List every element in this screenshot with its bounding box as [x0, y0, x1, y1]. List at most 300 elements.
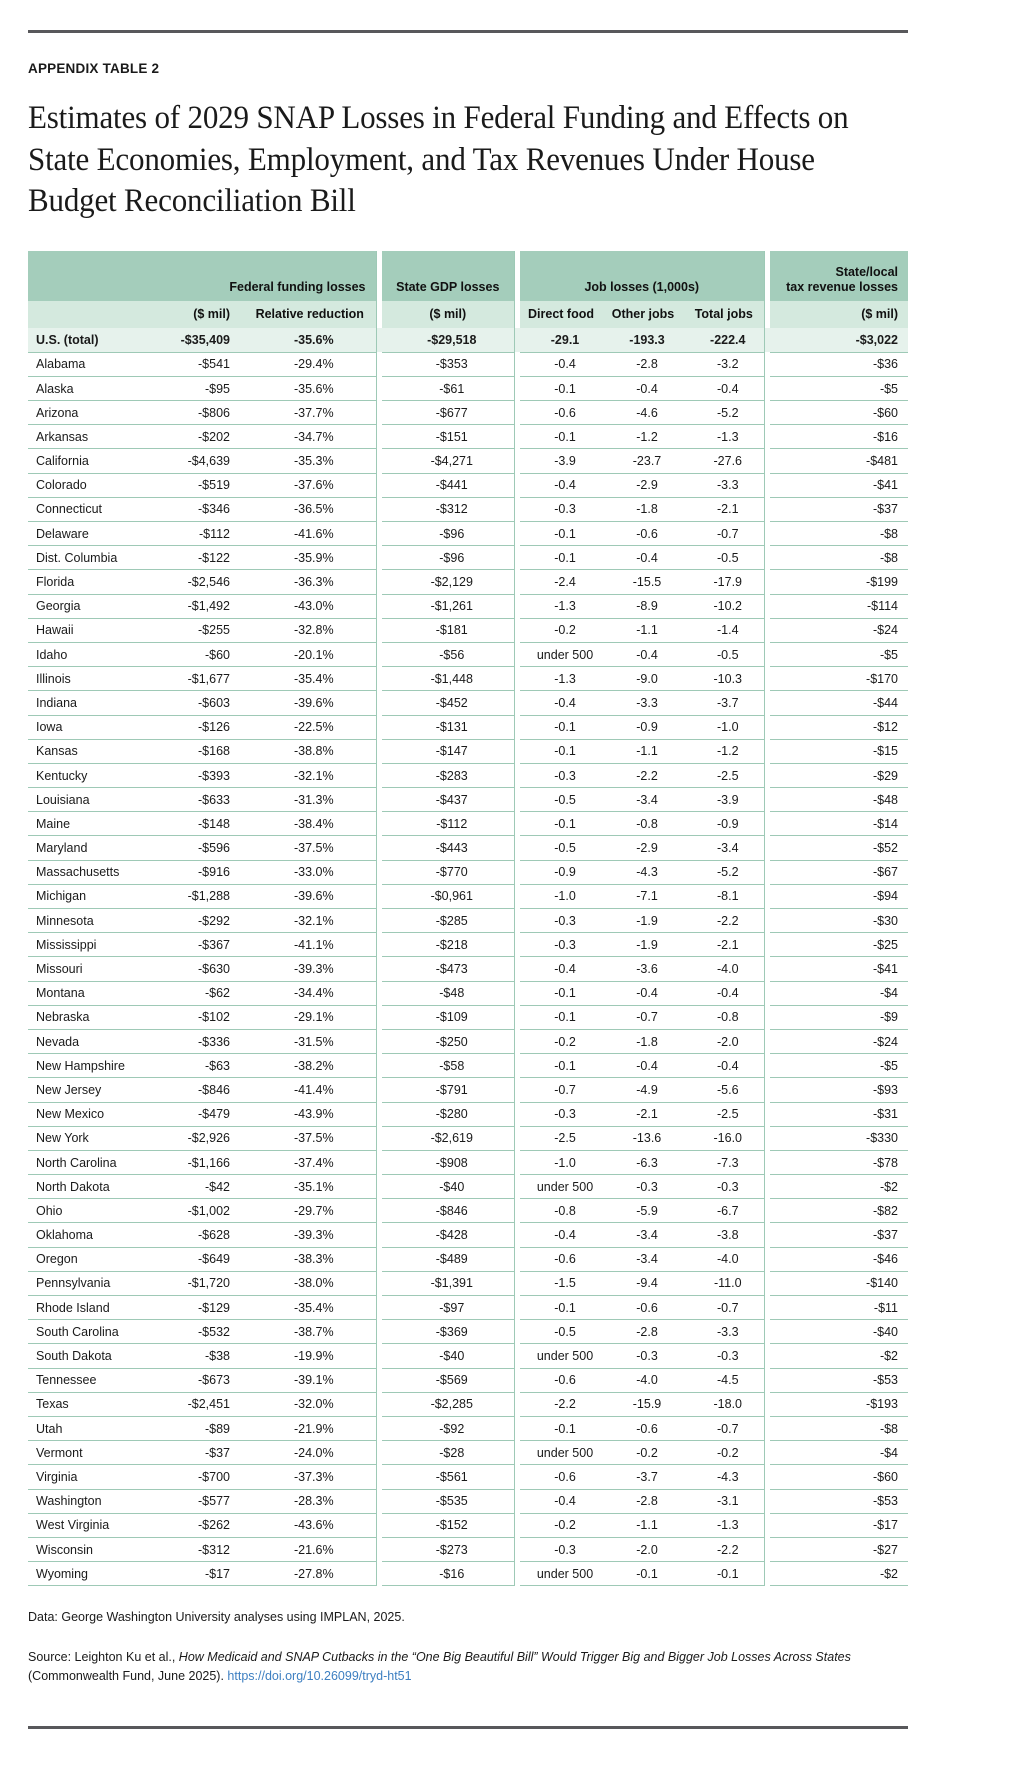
cell-federal-relative: -35.9% [244, 546, 376, 570]
cell-federal-dollars: -$806 [152, 401, 244, 425]
cell-gdp-dollars: -$569 [382, 1368, 514, 1392]
cell-total-jobs: -3.2 [684, 352, 764, 376]
cell-gdp-dollars: -$2,129 [382, 570, 514, 594]
cell-federal-relative: -37.4% [244, 1150, 376, 1174]
cell-total-jobs: -0.4 [684, 1054, 764, 1078]
cell-state: Arizona [28, 401, 152, 425]
cell-state: Florida [28, 570, 152, 594]
cell-tax-dollars: -$31 [770, 1102, 908, 1126]
cell-state: Pennsylvania [28, 1271, 152, 1295]
cell-direct-food: -29.1 [520, 328, 602, 353]
cell-total-jobs: -0.4 [684, 376, 764, 400]
header-tax-line1: State/local [835, 265, 899, 280]
cell-federal-dollars: -$1,720 [152, 1271, 244, 1295]
cell-total-jobs: -3.1 [684, 1489, 764, 1513]
cell-total-jobs: -5.2 [684, 860, 764, 884]
cell-total-jobs: -3.3 [684, 1320, 764, 1344]
cell-other-jobs: -13.6 [602, 1126, 684, 1150]
table-row [28, 522, 908, 546]
cell-total-jobs: -1.3 [684, 425, 764, 449]
cell-gdp-dollars: -$2,619 [382, 1126, 514, 1150]
cell-tax-dollars: -$12 [770, 715, 908, 739]
cell-federal-relative: -35.1% [244, 1175, 376, 1199]
cell-tax-dollars: -$4 [770, 981, 908, 1005]
cell-federal-relative: -39.1% [244, 1368, 376, 1392]
cell-federal-relative: -29.1% [244, 1005, 376, 1029]
cell-tax-dollars: -$36 [770, 352, 908, 376]
table-row [28, 1054, 908, 1078]
table-row [28, 1078, 908, 1102]
cell-federal-relative: -43.0% [244, 594, 376, 618]
cell-gdp-dollars: -$97 [382, 1296, 514, 1320]
table-row [28, 739, 908, 763]
cell-federal-dollars: -$42 [152, 1175, 244, 1199]
cell-federal-dollars: -$292 [152, 909, 244, 933]
cell-federal-relative: -37.5% [244, 836, 376, 860]
cell-federal-dollars: -$519 [152, 473, 244, 497]
cell-tax-dollars: -$17 [770, 1513, 908, 1537]
cell-direct-food: -0.5 [520, 836, 602, 860]
cell-gdp-dollars: -$2,285 [382, 1392, 514, 1416]
cell-tax-dollars: -$2 [770, 1562, 908, 1586]
subheader-federal-dollars: ($ mil) [152, 301, 244, 328]
table-row [28, 715, 908, 739]
table-row [28, 376, 908, 400]
cell-federal-dollars: -$202 [152, 425, 244, 449]
appendix-table-page [0, 30, 1024, 1778]
cell-federal-relative: -39.6% [244, 691, 376, 715]
cell-total-jobs: -222.4 [684, 328, 764, 353]
cell-other-jobs: -4.3 [602, 860, 684, 884]
cell-gdp-dollars: -$48 [382, 981, 514, 1005]
table-row [28, 1199, 908, 1223]
cell-tax-dollars: -$114 [770, 594, 908, 618]
cell-federal-dollars: -$1,002 [152, 1199, 244, 1223]
cell-total-jobs: -0.1 [684, 1562, 764, 1586]
cell-other-jobs: -0.6 [602, 1416, 684, 1440]
cell-other-jobs: -3.3 [602, 691, 684, 715]
cell-tax-dollars: -$8 [770, 1416, 908, 1440]
cell-total-jobs: -2.2 [684, 909, 764, 933]
cell-total-jobs: -11.0 [684, 1271, 764, 1295]
cell-tax-dollars: -$9 [770, 1005, 908, 1029]
cell-state: Delaware [28, 522, 152, 546]
cell-other-jobs: -9.4 [602, 1271, 684, 1295]
cell-gdp-dollars: -$677 [382, 401, 514, 425]
cell-total-jobs: -3.8 [684, 1223, 764, 1247]
table-row [28, 860, 908, 884]
cell-gdp-dollars: -$181 [382, 618, 514, 642]
cell-federal-relative: -39.3% [244, 1223, 376, 1247]
cell-tax-dollars: -$8 [770, 522, 908, 546]
table-row [28, 1416, 908, 1440]
cell-other-jobs: -15.9 [602, 1392, 684, 1416]
table-row [28, 667, 908, 691]
table-subheader-row [28, 301, 908, 328]
cell-federal-dollars: -$479 [152, 1102, 244, 1126]
cell-federal-dollars: -$17 [152, 1562, 244, 1586]
cell-federal-dollars: -$312 [152, 1537, 244, 1561]
data-note: Data: George Washington University analyses using IMPLAN, 2025. [28, 1610, 405, 1625]
cell-federal-dollars: -$1,677 [152, 667, 244, 691]
cell-federal-relative: -37.6% [244, 473, 376, 497]
cell-gdp-dollars: -$147 [382, 739, 514, 763]
cell-gdp-dollars: -$1,448 [382, 667, 514, 691]
cell-gdp-dollars: -$0,961 [382, 884, 514, 908]
cell-direct-food: -0.1 [520, 1416, 602, 1440]
cell-total-jobs: -17.9 [684, 570, 764, 594]
cell-gdp-dollars: -$353 [382, 352, 514, 376]
cell-direct-food: -2.2 [520, 1392, 602, 1416]
cell-direct-food: -0.4 [520, 691, 602, 715]
cell-direct-food: -0.2 [520, 618, 602, 642]
cell-federal-relative: -24.0% [244, 1441, 376, 1465]
cell-gdp-dollars: -$92 [382, 1416, 514, 1440]
cell-direct-food: -0.7 [520, 1078, 602, 1102]
cell-other-jobs: -1.1 [602, 618, 684, 642]
cell-tax-dollars: -$5 [770, 1054, 908, 1078]
table-row [28, 473, 908, 497]
cell-other-jobs: -1.1 [602, 739, 684, 763]
cell-state: Montana [28, 981, 152, 1005]
cell-gdp-dollars: -$56 [382, 642, 514, 666]
cell-federal-dollars: -$532 [152, 1320, 244, 1344]
cell-tax-dollars: -$14 [770, 812, 908, 836]
table-row [28, 570, 908, 594]
cell-federal-relative: -38.2% [244, 1054, 376, 1078]
cell-other-jobs: -1.9 [602, 909, 684, 933]
cell-federal-dollars: -$346 [152, 497, 244, 521]
cell-direct-food: -0.8 [520, 1199, 602, 1223]
table-row [28, 1537, 908, 1561]
doi-link[interactable]: https://doi.org/10.26099/tryd-ht51 [227, 1669, 412, 1684]
table-row [28, 1271, 908, 1295]
cell-federal-dollars: -$89 [152, 1416, 244, 1440]
source-suffix: (Commonwealth Fund, June 2025). [28, 1669, 228, 1684]
cell-tax-dollars: -$5 [770, 376, 908, 400]
cell-gdp-dollars: -$535 [382, 1489, 514, 1513]
cell-federal-dollars: -$673 [152, 1368, 244, 1392]
cell-gdp-dollars: -$770 [382, 860, 514, 884]
cell-gdp-dollars: -$846 [382, 1199, 514, 1223]
cell-state: Texas [28, 1392, 152, 1416]
cell-federal-dollars: -$126 [152, 715, 244, 739]
cell-gdp-dollars: -$473 [382, 957, 514, 981]
cell-direct-food: -0.1 [520, 376, 602, 400]
cell-gdp-dollars: -$280 [382, 1102, 514, 1126]
cell-state: Iowa [28, 715, 152, 739]
cell-direct-food: -1.5 [520, 1271, 602, 1295]
cell-direct-food: -0.6 [520, 1368, 602, 1392]
cell-tax-dollars: -$330 [770, 1126, 908, 1150]
cell-federal-relative: -43.6% [244, 1513, 376, 1537]
cell-gdp-dollars: -$40 [382, 1175, 514, 1199]
cell-federal-dollars: -$596 [152, 836, 244, 860]
cell-federal-relative: -28.3% [244, 1489, 376, 1513]
cell-federal-dollars: -$541 [152, 352, 244, 376]
cell-federal-relative: -33.0% [244, 860, 376, 884]
cell-state: West Virginia [28, 1513, 152, 1537]
cell-federal-dollars: -$336 [152, 1029, 244, 1053]
cell-gdp-dollars: -$1,261 [382, 594, 514, 618]
cell-federal-dollars: -$2,546 [152, 570, 244, 594]
cell-federal-dollars: -$129 [152, 1296, 244, 1320]
subheader-total-jobs: Total jobs [684, 301, 764, 328]
cell-federal-dollars: -$262 [152, 1513, 244, 1537]
cell-direct-food: -0.1 [520, 425, 602, 449]
cell-state: Alaska [28, 376, 152, 400]
table-row [28, 691, 908, 715]
cell-tax-dollars: -$78 [770, 1150, 908, 1174]
table-row [28, 909, 908, 933]
cell-direct-food: -0.6 [520, 401, 602, 425]
cell-direct-food: -0.4 [520, 473, 602, 497]
header-tax-line2: tax revenue losses [786, 279, 899, 294]
table-row [28, 836, 908, 860]
table-row [28, 1029, 908, 1053]
cell-direct-food: -0.1 [520, 739, 602, 763]
cell-direct-food: -0.2 [520, 1029, 602, 1053]
table-row [28, 618, 908, 642]
cell-federal-relative: -19.9% [244, 1344, 376, 1368]
cell-tax-dollars: -$15 [770, 739, 908, 763]
cell-state: Illinois [28, 667, 152, 691]
cell-other-jobs: -9.0 [602, 667, 684, 691]
table-row [28, 933, 908, 957]
cell-other-jobs: -1.8 [602, 1029, 684, 1053]
cell-state: Wisconsin [28, 1537, 152, 1561]
cell-other-jobs: -2.8 [602, 1320, 684, 1344]
cell-federal-dollars: -$95 [152, 376, 244, 400]
table-row [28, 1005, 908, 1029]
cell-direct-food: -0.1 [520, 1296, 602, 1320]
cell-other-jobs: -5.9 [602, 1199, 684, 1223]
table-row [28, 1368, 908, 1392]
cell-federal-relative: -41.4% [244, 1078, 376, 1102]
cell-gdp-dollars: -$791 [382, 1078, 514, 1102]
table-row [28, 642, 908, 666]
cell-other-jobs: -2.9 [602, 836, 684, 860]
cell-gdp-dollars: -$489 [382, 1247, 514, 1271]
cell-other-jobs: -3.7 [602, 1465, 684, 1489]
subheader-tax-dollars: ($ mil) [770, 301, 908, 328]
cell-state: Louisiana [28, 788, 152, 812]
cell-total-jobs: -1.0 [684, 715, 764, 739]
cell-state: Connecticut [28, 497, 152, 521]
table-row [28, 546, 908, 570]
cell-federal-relative: -35.4% [244, 1296, 376, 1320]
cell-tax-dollars: -$27 [770, 1537, 908, 1561]
cell-direct-food: -3.9 [520, 449, 602, 473]
table-row [28, 1465, 908, 1489]
cell-tax-dollars: -$60 [770, 1465, 908, 1489]
cell-direct-food: -0.3 [520, 1102, 602, 1126]
cell-direct-food: -0.1 [520, 546, 602, 570]
cell-other-jobs: -3.4 [602, 788, 684, 812]
cell-total-jobs: -2.2 [684, 1537, 764, 1561]
cell-state: Missouri [28, 957, 152, 981]
subheader-direct-food: Direct food [520, 301, 602, 328]
cell-gdp-dollars: -$109 [382, 1005, 514, 1029]
cell-state: Tennessee [28, 1368, 152, 1392]
cell-tax-dollars: -$16 [770, 425, 908, 449]
cell-federal-relative: -35.4% [244, 667, 376, 691]
cell-federal-relative: -39.3% [244, 957, 376, 981]
cell-direct-food: -0.1 [520, 812, 602, 836]
table-row [28, 763, 908, 787]
table-row [28, 1320, 908, 1344]
cell-state: New York [28, 1126, 152, 1150]
cell-total-jobs: -0.3 [684, 1175, 764, 1199]
cell-other-jobs: -0.6 [602, 522, 684, 546]
cell-tax-dollars: -$94 [770, 884, 908, 908]
cell-total-jobs: -4.3 [684, 1465, 764, 1489]
cell-gdp-dollars: -$273 [382, 1537, 514, 1561]
cell-federal-dollars: -$1,492 [152, 594, 244, 618]
cell-tax-dollars: -$60 [770, 401, 908, 425]
cell-total-jobs: -3.3 [684, 473, 764, 497]
table-row [28, 1150, 908, 1174]
cell-federal-relative: -29.7% [244, 1199, 376, 1223]
cell-federal-dollars: -$102 [152, 1005, 244, 1029]
cell-federal-dollars: -$62 [152, 981, 244, 1005]
cell-other-jobs: -4.0 [602, 1368, 684, 1392]
subheader-state [28, 301, 152, 328]
cell-tax-dollars: -$52 [770, 836, 908, 860]
cell-gdp-dollars: -$441 [382, 473, 514, 497]
cell-direct-food: under 500 [520, 1441, 602, 1465]
cell-tax-dollars: -$46 [770, 1247, 908, 1271]
cell-direct-food: under 500 [520, 642, 602, 666]
cell-total-jobs: -10.2 [684, 594, 764, 618]
cell-other-jobs: -23.7 [602, 449, 684, 473]
cell-state: Dist. Columbia [28, 546, 152, 570]
cell-state: New Hampshire [28, 1054, 152, 1078]
table-row [28, 449, 908, 473]
cell-state: Mississippi [28, 933, 152, 957]
cell-other-jobs: -2.8 [602, 1489, 684, 1513]
cell-direct-food: -1.0 [520, 884, 602, 908]
cell-federal-relative: -32.8% [244, 618, 376, 642]
cell-federal-dollars: -$633 [152, 788, 244, 812]
cell-federal-dollars: -$577 [152, 1489, 244, 1513]
cell-total-jobs: -2.5 [684, 763, 764, 787]
cell-total-jobs: -2.1 [684, 497, 764, 521]
cell-direct-food: -0.1 [520, 1054, 602, 1078]
cell-other-jobs: -0.3 [602, 1344, 684, 1368]
cell-other-jobs: -2.2 [602, 763, 684, 787]
table-row [28, 788, 908, 812]
cell-other-jobs: -3.4 [602, 1223, 684, 1247]
cell-other-jobs: -1.2 [602, 425, 684, 449]
cell-state: Maine [28, 812, 152, 836]
cell-tax-dollars: -$2 [770, 1175, 908, 1199]
cell-direct-food: under 500 [520, 1344, 602, 1368]
subheader-federal-relative: Relative reduction [244, 301, 376, 328]
table-row [28, 957, 908, 981]
cell-direct-food: -0.5 [520, 1320, 602, 1344]
header-tax-revenue-losses [770, 251, 908, 301]
cell-direct-food: -0.6 [520, 1247, 602, 1271]
cell-other-jobs: -0.4 [602, 1054, 684, 1078]
header-state-gdp-losses: State GDP losses [382, 251, 514, 301]
cell-state: Vermont [28, 1441, 152, 1465]
cell-state: Washington [28, 1489, 152, 1513]
cell-direct-food: under 500 [520, 1562, 602, 1586]
source-note [28, 1648, 908, 1686]
cell-gdp-dollars: -$250 [382, 1029, 514, 1053]
cell-tax-dollars: -$193 [770, 1392, 908, 1416]
cell-federal-relative: -34.7% [244, 425, 376, 449]
cell-total-jobs: -2.5 [684, 1102, 764, 1126]
subheader-other-jobs: Other jobs [602, 301, 684, 328]
cell-tax-dollars: -$24 [770, 618, 908, 642]
header-job-losses: Job losses (1,000s) [520, 251, 764, 301]
cell-gdp-dollars: -$112 [382, 812, 514, 836]
header-state-group [28, 251, 152, 301]
cell-total-jobs: -3.7 [684, 691, 764, 715]
cell-other-jobs: -7.1 [602, 884, 684, 908]
cell-other-jobs: -15.5 [602, 570, 684, 594]
cell-tax-dollars: -$40 [770, 1320, 908, 1344]
cell-gdp-dollars: -$61 [382, 376, 514, 400]
table-row [28, 1175, 908, 1199]
table-row [28, 1392, 908, 1416]
cell-gdp-dollars: -$58 [382, 1054, 514, 1078]
cell-state: Idaho [28, 642, 152, 666]
cell-tax-dollars: -$4 [770, 1441, 908, 1465]
table-row [28, 1441, 908, 1465]
cell-federal-dollars: -$603 [152, 691, 244, 715]
page-title: Estimates of 2029 SNAP Losses in Federal Funding and Effects on State Economies, Employment, and Tax Revenues Under House Budget Reconciliation Bill [28, 100, 849, 220]
cell-federal-dollars: -$112 [152, 522, 244, 546]
cell-total-jobs: -0.7 [684, 522, 764, 546]
cell-state: Nevada [28, 1029, 152, 1053]
cell-state: California [28, 449, 152, 473]
table-row-total [28, 328, 908, 353]
cell-direct-food: -1.3 [520, 667, 602, 691]
cell-federal-relative: -32.1% [244, 909, 376, 933]
cell-state: New Mexico [28, 1102, 152, 1126]
table-row [28, 884, 908, 908]
cell-federal-dollars: -$846 [152, 1078, 244, 1102]
cell-direct-food: -0.6 [520, 1465, 602, 1489]
cell-direct-food: -2.4 [520, 570, 602, 594]
cell-state: North Carolina [28, 1150, 152, 1174]
cell-total-jobs: -0.5 [684, 642, 764, 666]
cell-tax-dollars: -$30 [770, 909, 908, 933]
cell-direct-food: -1.0 [520, 1150, 602, 1174]
cell-direct-food: -1.3 [520, 594, 602, 618]
cell-tax-dollars: -$170 [770, 667, 908, 691]
cell-gdp-dollars: -$131 [382, 715, 514, 739]
cell-gdp-dollars: -$428 [382, 1223, 514, 1247]
cell-tax-dollars: -$24 [770, 1029, 908, 1053]
cell-tax-dollars: -$2 [770, 1344, 908, 1368]
cell-other-jobs: -0.8 [602, 812, 684, 836]
cell-total-jobs: -27.6 [684, 449, 764, 473]
cell-state: Nebraska [28, 1005, 152, 1029]
table-row [28, 497, 908, 521]
cell-gdp-dollars: -$4,271 [382, 449, 514, 473]
cell-federal-relative: -38.0% [244, 1271, 376, 1295]
cell-other-jobs: -193.3 [602, 328, 684, 353]
cell-federal-dollars: -$916 [152, 860, 244, 884]
cell-state: New Jersey [28, 1078, 152, 1102]
cell-other-jobs: -1.8 [602, 497, 684, 521]
cell-direct-food: -0.3 [520, 763, 602, 787]
cell-federal-relative: -34.4% [244, 981, 376, 1005]
